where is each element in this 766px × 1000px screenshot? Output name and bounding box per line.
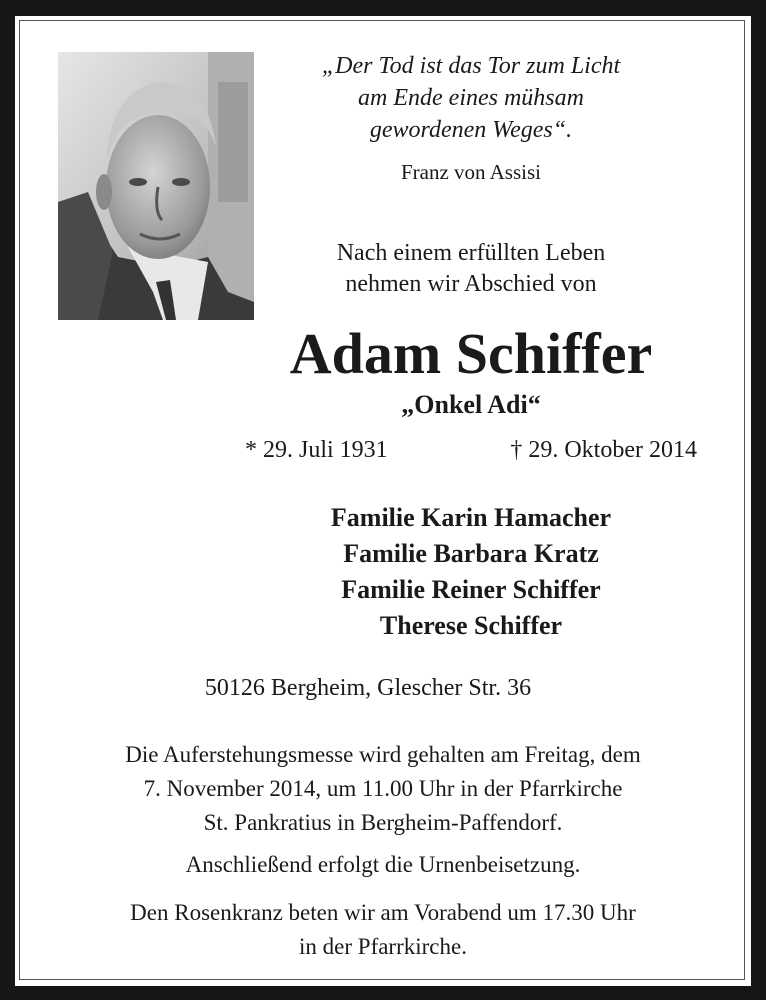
intro-line: nehmen wir Abschied von: [345, 271, 597, 297]
intro-text: [260, 238, 682, 300]
service-line: Die Auferstehungsmesse wird gehalten am Freitag, dem: [125, 742, 641, 767]
service-line: 7. November 2014, um 11.00 Uhr in der Pfarrkirche: [143, 776, 623, 801]
service-line: St. Pankratius in Bergheim-Paffendorf.: [203, 810, 563, 835]
notice-paper: [15, 16, 751, 986]
quote: [260, 50, 682, 146]
quote-line: „Der Tod ist das Tor zum Licht: [321, 53, 621, 79]
quote-line: gewordenen Weges“.: [369, 117, 573, 143]
family-address: 50126 Bergheim, Glescher Str. 36: [204, 675, 532, 701]
deceased-name: Adam Schiffer: [289, 321, 653, 386]
death-date: † 29. Oktober 2014: [510, 437, 697, 463]
quote-line: am Ende eines mühsam: [358, 85, 584, 111]
portrait-photo: [58, 52, 254, 320]
rosary-info: [15, 896, 751, 964]
intro-line: Nach einem erfüllten Leben: [336, 240, 606, 266]
mourner: Familie Barbara Kratz: [343, 539, 599, 568]
urn-burial-info: Anschließend erfolgt die Urnenbeisetzung.: [185, 852, 581, 877]
deceased-nickname: „Onkel Adi“: [401, 390, 541, 419]
funeral-service-info: [15, 738, 751, 840]
portrait-photo-icon: [58, 52, 254, 320]
mourner: Familie Reiner Schiffer: [341, 575, 601, 604]
mourners-list: [231, 500, 711, 644]
rosary-line: Den Rosenkranz beten wir am Vorabend um 17.30 Uhr: [130, 900, 636, 925]
birth-date: * 29. Juli 1931: [245, 437, 388, 463]
rosary-line: in der Pfarrkirche.: [299, 934, 467, 959]
mourner: Therese Schiffer: [379, 611, 563, 640]
life-dates: [231, 434, 711, 466]
mourner: Familie Karin Hamacher: [330, 503, 612, 532]
quote-author: Franz von Assisi: [400, 160, 541, 184]
